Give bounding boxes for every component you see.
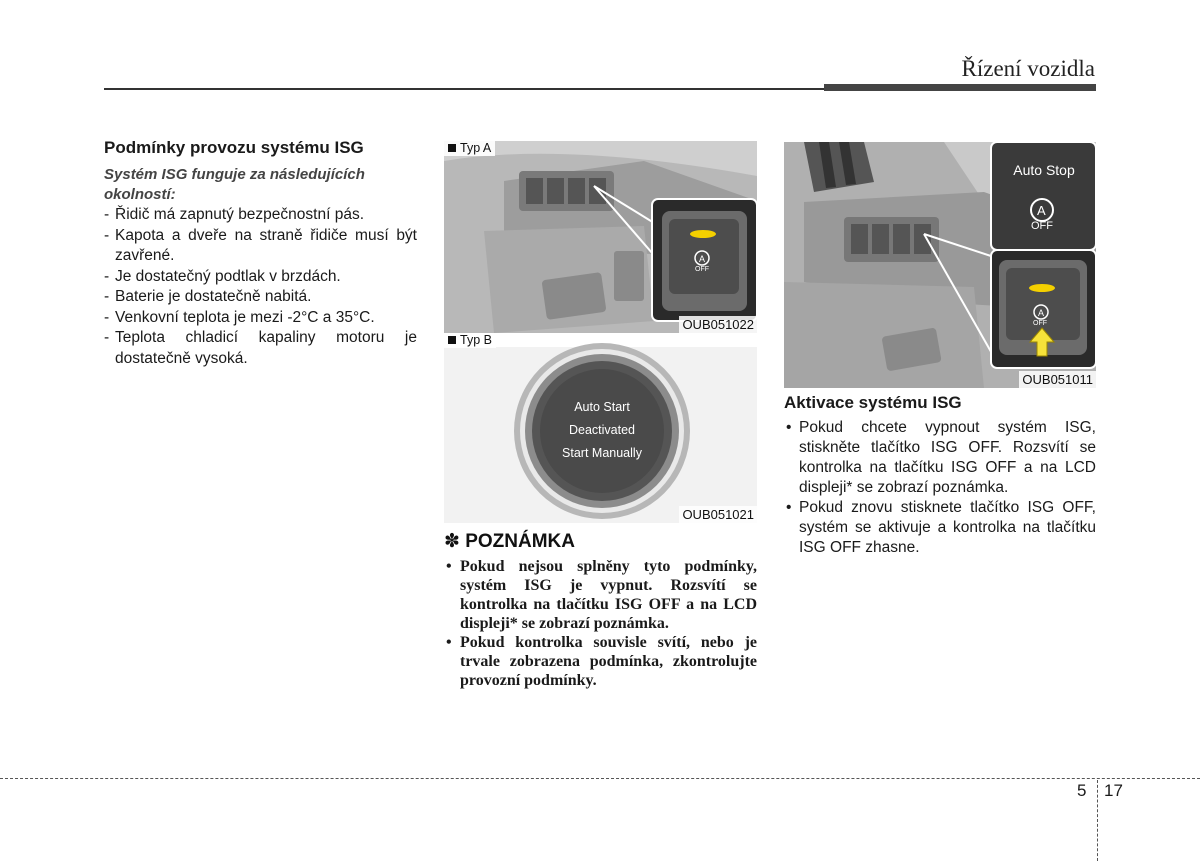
- note-list: [444, 557, 757, 690]
- isg-activation-list: [784, 418, 1096, 558]
- footer-divider: [1097, 780, 1098, 861]
- isg-conditions-list: [104, 205, 417, 369]
- type-b-caption: [444, 333, 496, 348]
- cluster-display-line-2: Deactivated: [568, 423, 635, 437]
- figure-isg-off-button: [784, 142, 1096, 388]
- type-a-caption: [444, 141, 495, 156]
- figure-type-b: [444, 333, 757, 523]
- isg-button-off-label: OFF: [1033, 320, 1047, 327]
- isg-conditions-heading: Podmínky provozu systému ISG: [104, 138, 364, 157]
- svg-text:A: A: [1038, 308, 1045, 318]
- list-item: - Je dostatečný podtlak v brzdách.: [104, 267, 417, 288]
- type-a-figure-code: OUB051022: [679, 316, 757, 333]
- list-item: • Pokud nejsou splněny tyto podmínky, systém ISG je vypnut. Rozsvítí se kontrolka na tlačítku ISG OFF a na LCD displeji* se zobrazí poznámka.: [444, 557, 757, 633]
- type-a-label: Typ A: [460, 141, 492, 155]
- dashboard-illustration-type-a: [444, 141, 757, 333]
- isg-conditions-section: [104, 138, 417, 369]
- note-section: [444, 530, 757, 690]
- chapter-number: 5: [1077, 781, 1087, 800]
- type-a-button-label: OFF: [695, 266, 709, 273]
- list-item: - Řidič má zapnutý bezpečnostní pás.: [104, 205, 417, 226]
- type-b-label: Typ B: [460, 333, 492, 347]
- type-b-figure-code: OUB051021: [679, 506, 757, 523]
- isg-activation-heading: Aktivace systému ISG: [784, 393, 962, 412]
- header-rule-accent: [824, 84, 1096, 91]
- list-item: • Pokud kontrolka souvisle svítí, nebo je trvale zobrazena podmínka, zkontrolujte provozní podmínky.: [444, 633, 757, 690]
- isg-activation-section: [784, 393, 1096, 558]
- auto-stop-inset-title: Auto Stop: [1013, 162, 1075, 178]
- square-icon: [448, 144, 456, 152]
- svg-text:A: A: [1037, 203, 1046, 218]
- figure-type-a: [444, 141, 757, 333]
- list-item: • Pokud znovu stisknete tlačítko ISG OFF, systém se aktivuje a kontrolka na tlačítku ISG OFF zhasne.: [784, 498, 1096, 558]
- list-item: - Venkovní teplota je mezi -2°C a 35°C.: [104, 308, 417, 329]
- right-figure-code: OUB051011: [1019, 371, 1096, 388]
- square-icon: [448, 336, 456, 344]
- svg-text:A: A: [699, 254, 706, 264]
- cluster-display-line-3: Start Manually: [562, 446, 642, 460]
- list-item: - Teplota chladicí kapaliny motoru je dostatečně vysoká.: [104, 328, 417, 369]
- section-title: Řízení vozidla: [961, 56, 1095, 81]
- list-item: • Pokud chcete vypnout systém ISG, stiskněte tlačítko ISG OFF. Rozsvítí se kontrolka na tlačítku ISG OFF a na LCD displeji* se zobrazí poznámka.: [784, 418, 1096, 498]
- footer-rule: [0, 778, 1200, 779]
- auto-stop-inset-off-label: OFF: [1031, 220, 1053, 232]
- isg-conditions-subheading: Systém ISG funguje za následujících okolností:: [104, 166, 365, 203]
- cluster-display-line-1: Auto Start: [574, 400, 630, 414]
- dashboard-illustration-isg: [784, 142, 1096, 388]
- note-title: ✽ POZNÁMKA: [444, 531, 575, 552]
- page-number: 17: [1104, 781, 1123, 800]
- list-item: - Baterie je dostatečně nabitá.: [104, 287, 417, 308]
- list-item: - Kapota a dveře na straně řidiče musí být zavřené.: [104, 226, 417, 267]
- header-rule: [104, 88, 826, 90]
